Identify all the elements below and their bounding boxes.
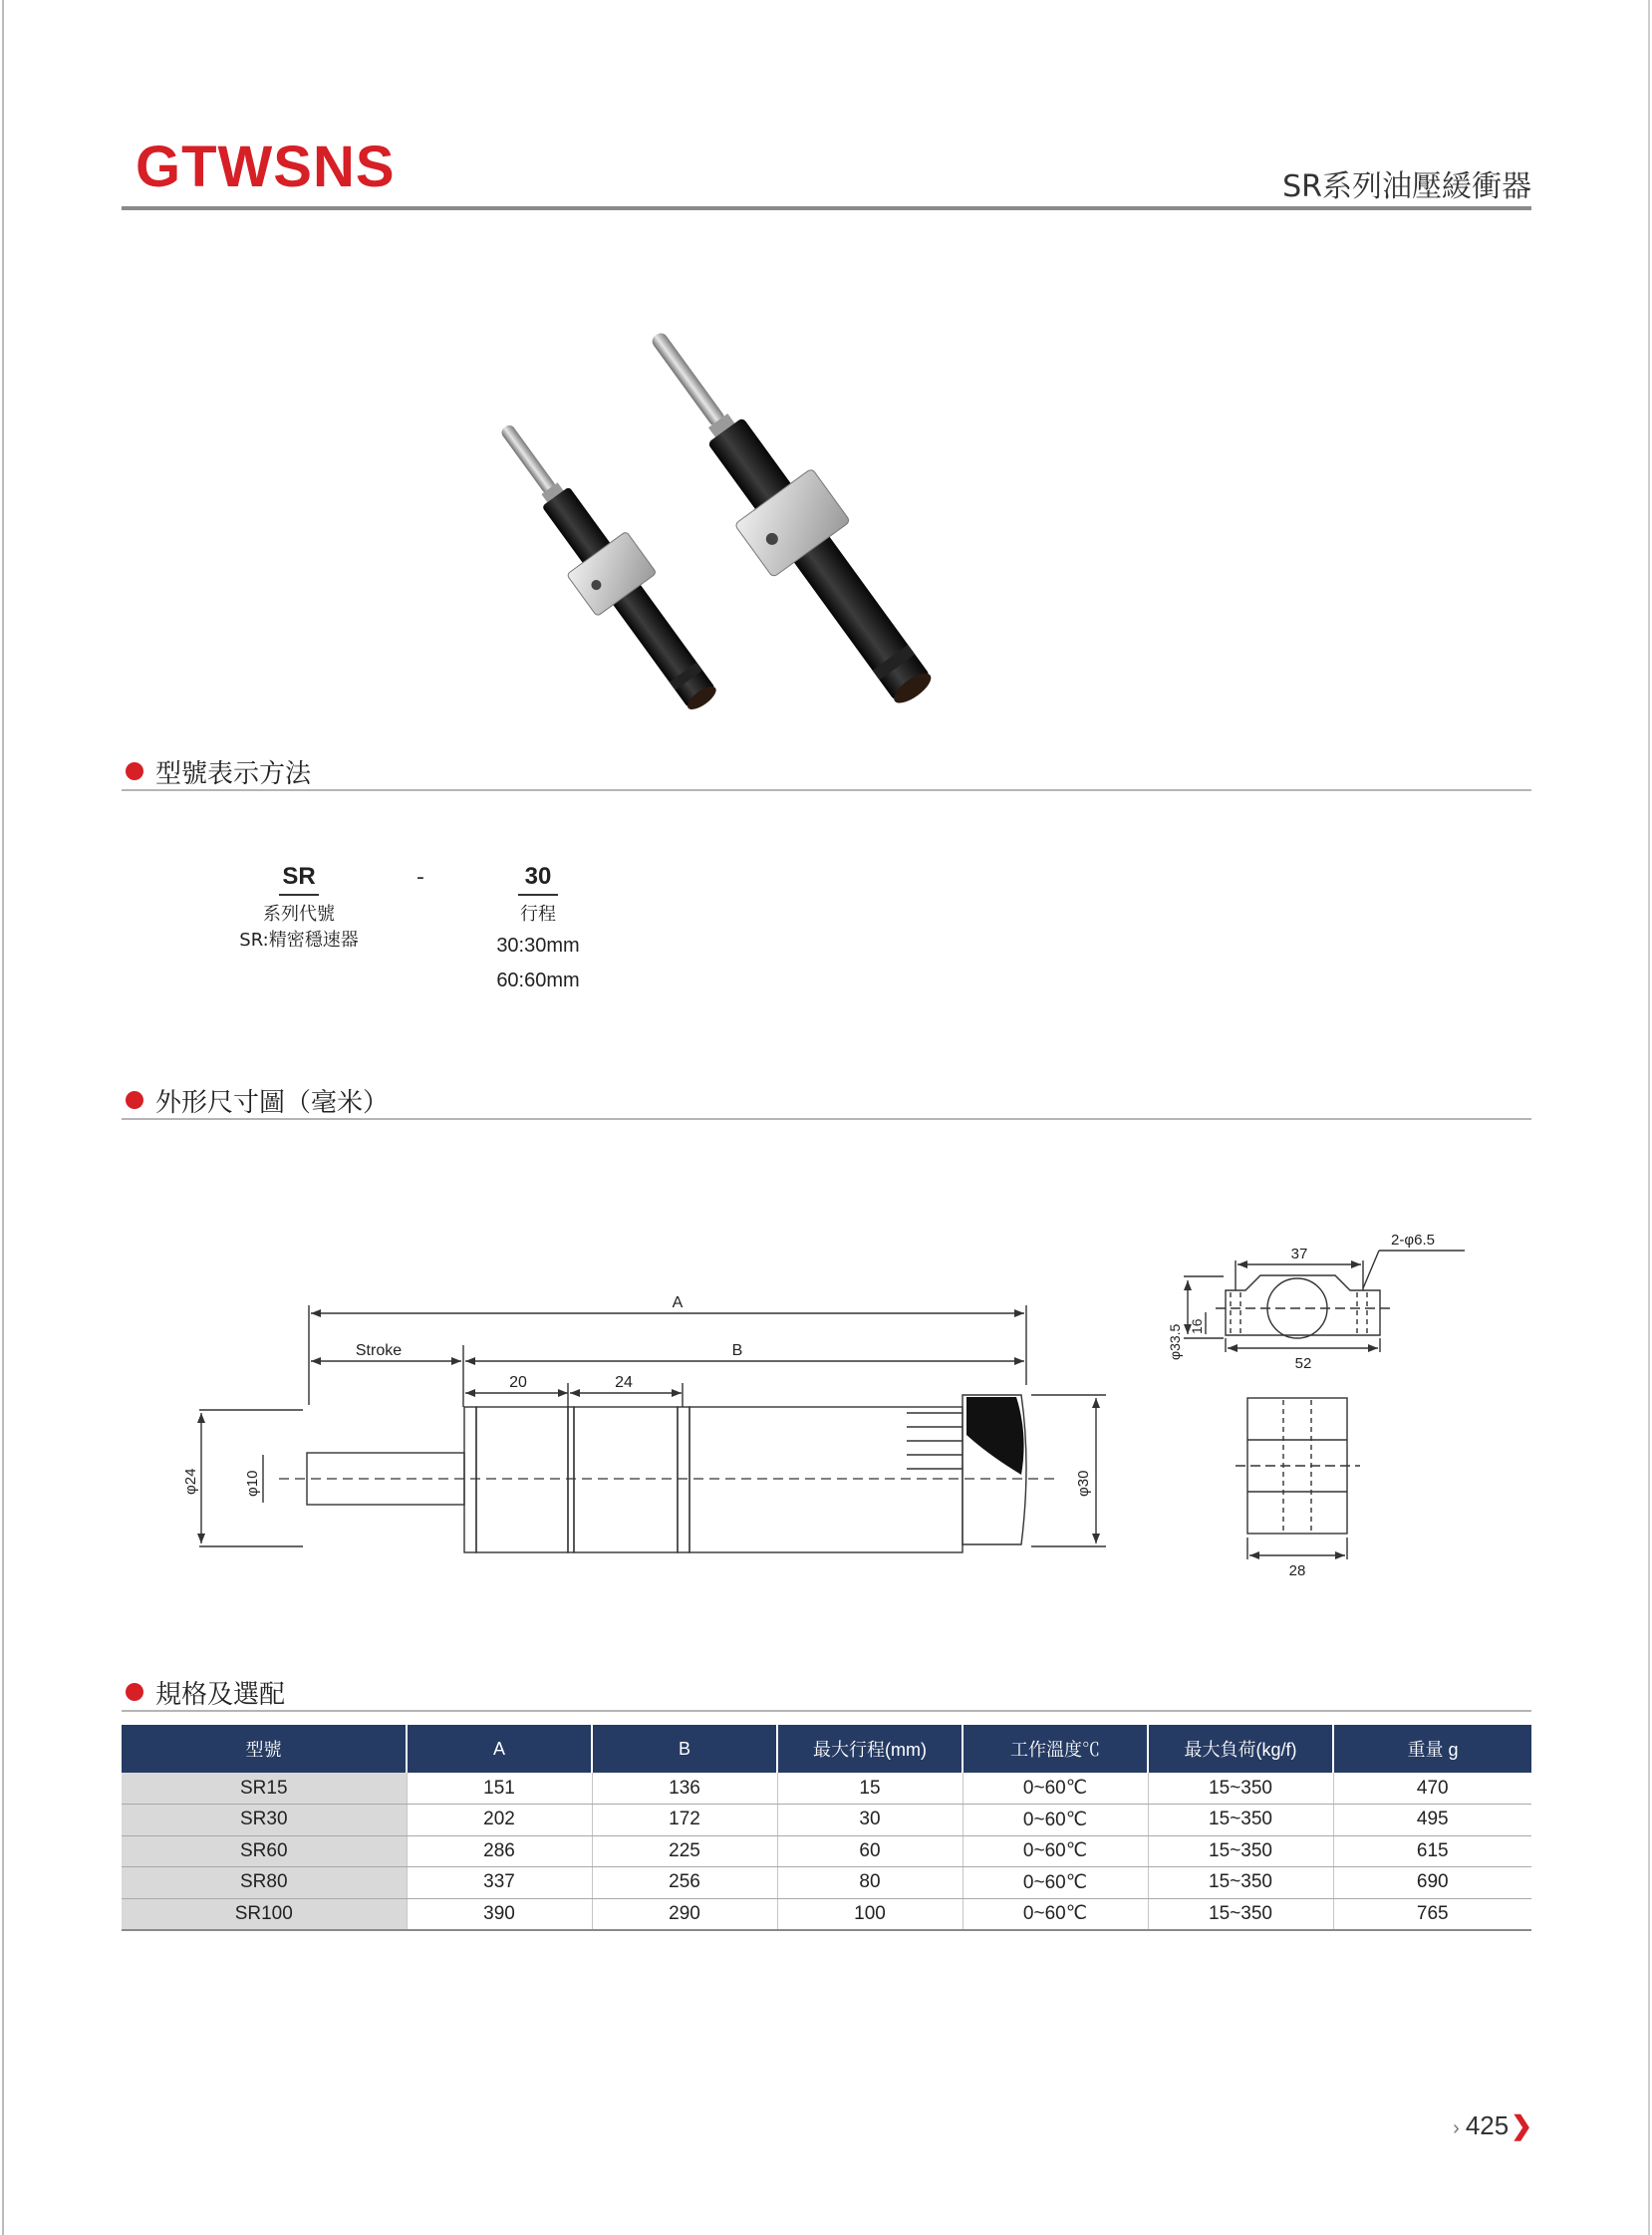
table-row xyxy=(122,1773,1531,1805)
page-prefix-icon: › xyxy=(1453,2117,1460,2139)
stroke-code: 30 xyxy=(524,863,552,890)
section-title: 外形尺寸圖（毫米） xyxy=(155,1088,390,1118)
table-cell: 30 xyxy=(777,1805,963,1836)
table-cell: 615 xyxy=(1333,1835,1531,1867)
brand-logo: GTWSNS xyxy=(136,135,396,199)
table-cell: 0~60℃ xyxy=(963,1805,1148,1836)
table-cell: 80 xyxy=(777,1867,963,1899)
column-header: A xyxy=(407,1725,592,1773)
bracket-dim-37: 37 xyxy=(1290,1246,1308,1262)
table-cell: 60 xyxy=(777,1835,963,1867)
section-title: 規格及選配 xyxy=(155,1680,286,1710)
section-bullet xyxy=(126,1683,143,1701)
section-specs xyxy=(122,1676,1531,1710)
table-cell: 15~350 xyxy=(1148,1773,1333,1805)
table-cell: 690 xyxy=(1333,1867,1531,1899)
shock-absorber-small xyxy=(475,406,735,725)
table-cell: 390 xyxy=(407,1898,592,1930)
table-cell: 286 xyxy=(407,1835,592,1867)
bracket-dim-52: 52 xyxy=(1294,1355,1312,1372)
table-cell: 15~350 xyxy=(1148,1835,1333,1867)
table-cell: 225 xyxy=(592,1835,777,1867)
column-header: B xyxy=(592,1725,777,1773)
page-number-value: 425 xyxy=(1465,2110,1510,2140)
table-row xyxy=(122,1805,1531,1836)
section-bullet xyxy=(126,762,143,780)
page-number xyxy=(1453,2110,1532,2141)
dim-label-24: 24 xyxy=(615,1374,633,1391)
table-row xyxy=(122,1835,1531,1867)
bracket-dim-16: 16 xyxy=(1189,1318,1205,1334)
section-divider xyxy=(122,1118,1531,1120)
section-model-notation xyxy=(122,755,1531,789)
series-underline xyxy=(279,894,319,896)
table-cell-model: SR15 xyxy=(122,1773,407,1805)
model-code-series xyxy=(219,863,379,954)
table-cell: 202 xyxy=(407,1805,592,1836)
page-border-left xyxy=(2,0,4,2235)
stroke-underline xyxy=(518,894,558,896)
section-title: 型號表示方法 xyxy=(155,759,312,789)
dim-label-stroke: Stroke xyxy=(355,1342,403,1359)
table-cell-model: SR100 xyxy=(122,1898,407,1930)
table-cell: 0~60℃ xyxy=(963,1835,1148,1867)
page-title: SR系列油壓緩衝器 xyxy=(1282,169,1531,204)
column-header: 工作溫度℃ xyxy=(963,1725,1148,1773)
table-cell: 15~350 xyxy=(1148,1805,1333,1836)
series-description: SR:精密穩速器 xyxy=(239,930,359,951)
dim-label-dia-10: φ10 xyxy=(244,1470,261,1497)
stroke-option: 30:30mm xyxy=(496,935,580,957)
dim-label-20: 20 xyxy=(509,1374,527,1391)
stroke-label: 行程 xyxy=(520,904,556,925)
table-row xyxy=(122,1867,1531,1899)
table-cell: 765 xyxy=(1333,1898,1531,1930)
dim-label-dia-30: φ30 xyxy=(1075,1470,1092,1497)
table-cell-model: SR80 xyxy=(122,1867,407,1899)
table-cell: 15 xyxy=(777,1773,963,1805)
series-label: 系列代號 xyxy=(263,904,335,925)
table-cell: 136 xyxy=(592,1773,777,1805)
bracket-holes-label: 2-φ6.5 xyxy=(1391,1232,1435,1249)
dim-label-dia-24: φ24 xyxy=(182,1468,199,1495)
dimension-drawing-bracket xyxy=(1136,1221,1475,1609)
section-dimensions xyxy=(122,1084,1531,1118)
table-cell: 100 xyxy=(777,1898,963,1930)
code-separator: - xyxy=(416,865,424,890)
section-divider xyxy=(122,1710,1531,1712)
table-row xyxy=(122,1898,1531,1930)
table-cell: 256 xyxy=(592,1867,777,1899)
table-header-row xyxy=(122,1725,1531,1773)
section-divider xyxy=(122,789,1531,791)
dimension-drawing-main xyxy=(179,1285,1136,1564)
table-cell: 172 xyxy=(592,1805,777,1836)
dim-label-a: A xyxy=(672,1294,684,1311)
header-divider xyxy=(122,206,1531,210)
spec-table xyxy=(122,1725,1531,1931)
column-header: 最大負荷(kg/f) xyxy=(1148,1725,1333,1773)
table-cell: 15~350 xyxy=(1148,1898,1333,1930)
table-cell: 0~60℃ xyxy=(963,1898,1148,1930)
column-header: 重量 g xyxy=(1333,1725,1531,1773)
column-header: 型號 xyxy=(122,1725,407,1773)
table-cell-model: SR30 xyxy=(122,1805,407,1836)
stroke-option: 60:60mm xyxy=(496,970,580,991)
section-bullet xyxy=(126,1091,143,1109)
table-cell: 151 xyxy=(407,1773,592,1805)
series-code: SR xyxy=(282,863,316,890)
table-cell: 15~350 xyxy=(1148,1867,1333,1899)
bracket-dim-28: 28 xyxy=(1288,1562,1306,1579)
column-header: 最大行程(mm) xyxy=(777,1725,963,1773)
table-cell: 495 xyxy=(1333,1805,1531,1836)
next-page-arrow-icon: ❯ xyxy=(1511,2110,1532,2140)
table-cell: 470 xyxy=(1333,1773,1531,1805)
model-code-stroke xyxy=(478,863,598,997)
product-photo xyxy=(438,299,1196,737)
page-border-right xyxy=(1648,0,1650,2235)
table-cell-model: SR60 xyxy=(122,1835,407,1867)
table-cell: 337 xyxy=(407,1867,592,1899)
table-cell: 0~60℃ xyxy=(963,1773,1148,1805)
table-cell: 0~60℃ xyxy=(963,1867,1148,1899)
bracket-dia-33-5: φ33.5 xyxy=(1167,1323,1183,1360)
table-cell: 290 xyxy=(592,1898,777,1930)
dim-label-b: B xyxy=(731,1342,743,1359)
